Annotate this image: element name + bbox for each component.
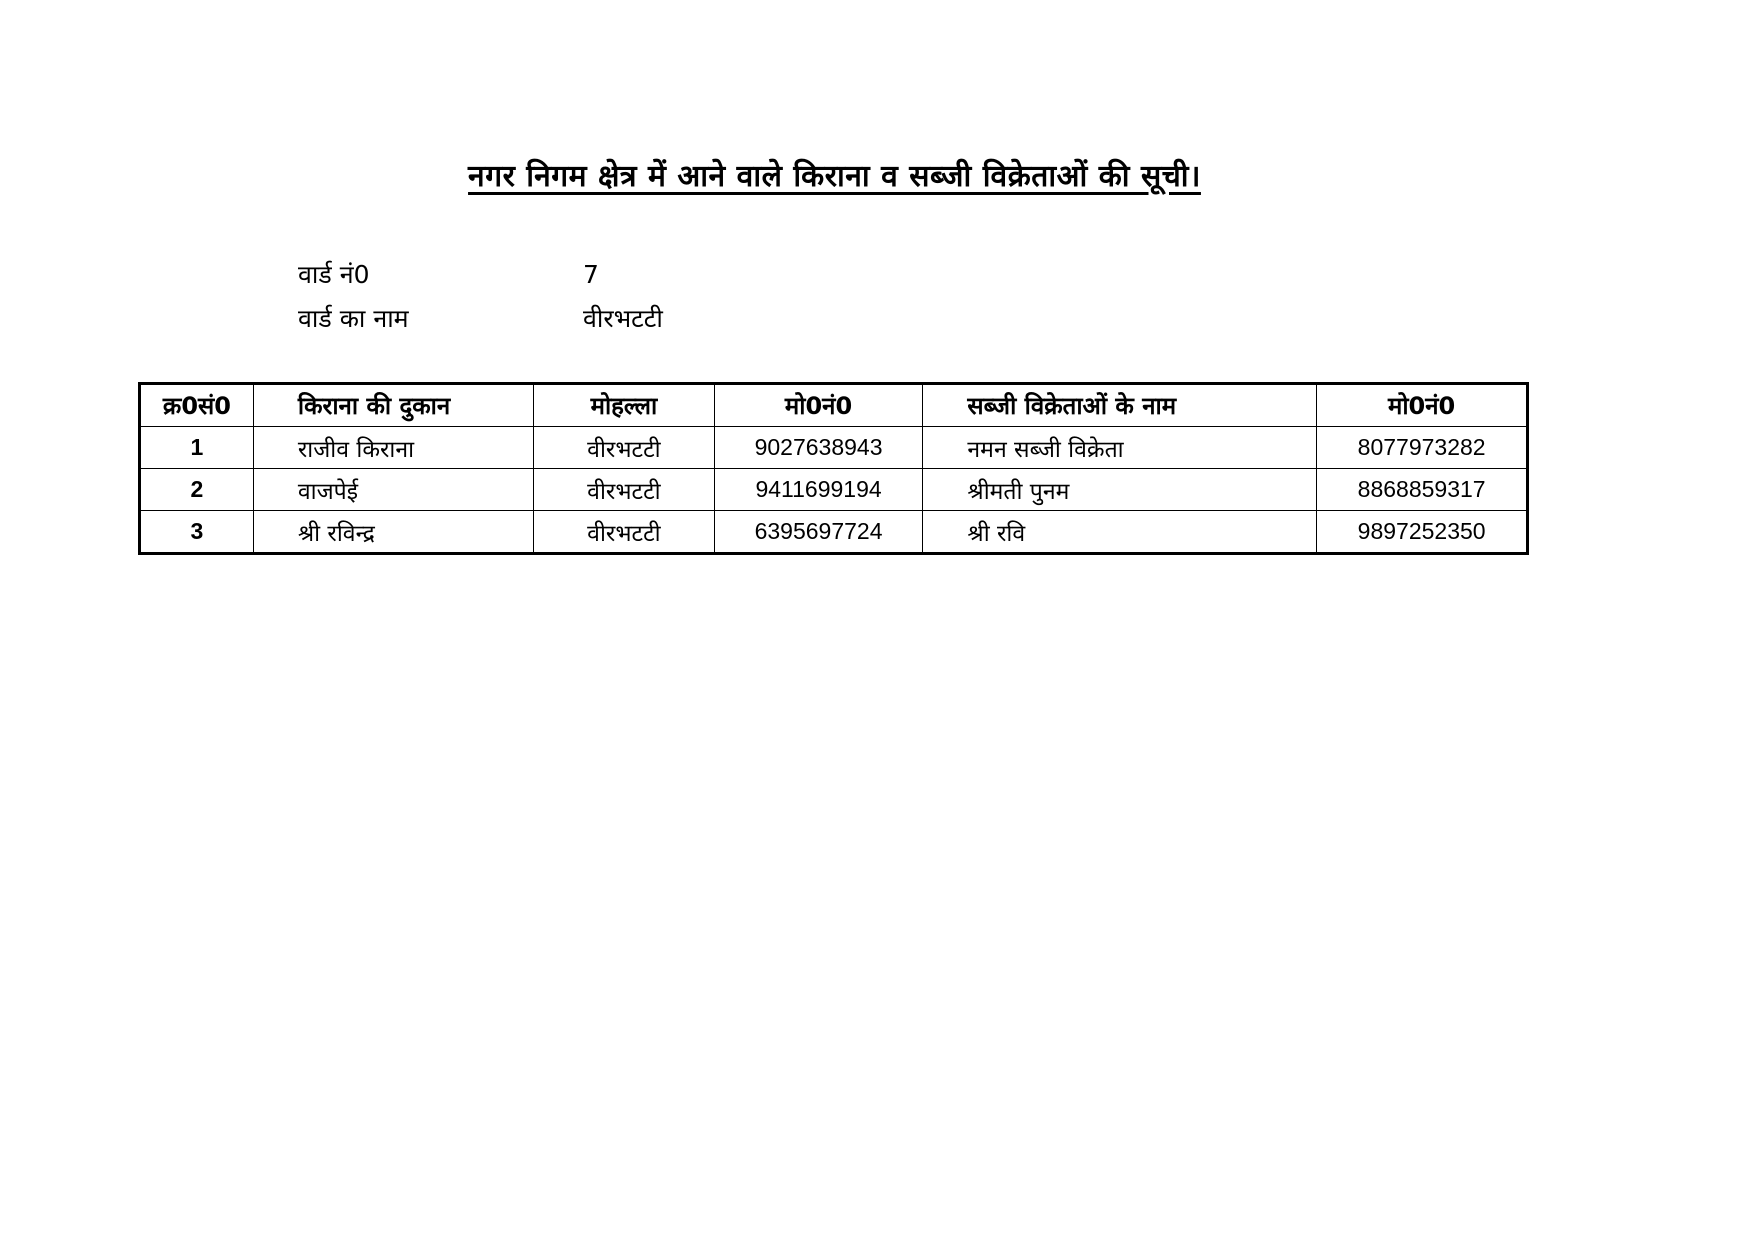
ward-number-label: वार्ड नं0 xyxy=(298,260,370,289)
ward-name-value: वीरभटटी xyxy=(583,304,663,333)
ward-name-row xyxy=(298,296,663,340)
serial-number-cell: 2 xyxy=(140,469,254,511)
table-row xyxy=(140,427,1528,469)
header-locality: मोहल्ला xyxy=(534,384,715,427)
vendor-mobile-cell: 8868859317 xyxy=(1317,469,1528,511)
locality-cell: वीरभटटी xyxy=(534,427,715,469)
ward-info xyxy=(298,252,663,340)
table-row xyxy=(140,511,1528,554)
grocery-shop-cell: श्री रविन्द्र xyxy=(253,511,533,554)
serial-number-cell: 3 xyxy=(140,511,254,554)
vegetable-vendor-cell: श्रीमती पुनम xyxy=(923,469,1317,511)
locality-cell: वीरभटटी xyxy=(534,469,715,511)
header-mobile-number: मो0नं0 xyxy=(714,384,923,427)
mobile-number-cell: 6395697724 xyxy=(714,511,923,554)
vegetable-vendor-cell: नमन सब्जी विक्रेता xyxy=(923,427,1317,469)
grocery-shop-cell: राजीव किराना xyxy=(253,427,533,469)
page-title: नगर निगम क्षेत्र में आने वाले किराना व सब्जी विक्रेताओं की सूची। xyxy=(468,159,1201,194)
header-grocery-shop: किराना की दुकान xyxy=(253,384,533,427)
ward-name-label: वार्ड का नाम xyxy=(298,304,409,333)
mobile-number-cell: 9411699194 xyxy=(714,469,923,511)
serial-number-cell: 1 xyxy=(140,427,254,469)
header-vendor-mobile-number: मो0नं0 xyxy=(1317,384,1528,427)
vegetable-vendor-cell: श्री रवि xyxy=(923,511,1317,554)
mobile-number-cell: 9027638943 xyxy=(714,427,923,469)
locality-cell: वीरभटटी xyxy=(534,511,715,554)
grocery-shop-cell: वाजपेई xyxy=(253,469,533,511)
vendor-mobile-cell: 9897252350 xyxy=(1317,511,1528,554)
ward-number-value: 7 xyxy=(583,259,599,289)
header-vegetable-vendor-name: सब्जी विक्रेताओं के नाम xyxy=(923,384,1317,427)
table-row xyxy=(140,469,1528,511)
vendor-table xyxy=(138,382,1529,555)
header-serial-number: क्र0सं0 xyxy=(140,384,254,427)
table-header-row xyxy=(140,384,1528,427)
vendor-mobile-cell: 8077973282 xyxy=(1317,427,1528,469)
ward-number-row xyxy=(298,252,663,296)
